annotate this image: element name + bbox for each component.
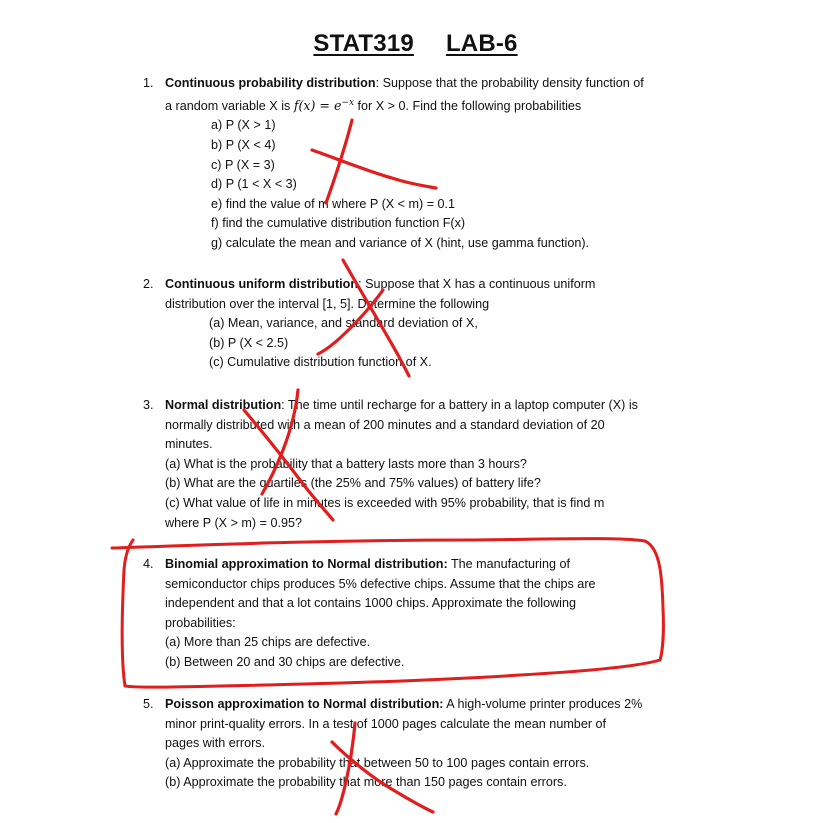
formula-base: f(x) = e (293, 97, 342, 113)
question-heading: Continuous probability distribution (165, 76, 376, 90)
sub-question: c) P (X = 3) (211, 157, 275, 172)
page-title (0, 30, 831, 58)
question-text: normally distributed with a mean of 200 minutes and a standard deviation of 20 (165, 417, 605, 432)
question-text: for X > 0. Find the following probabilities (354, 98, 582, 113)
lab-number: LAB-6 (445, 30, 518, 57)
sub-question: a) P (X > 1) (211, 118, 276, 133)
question-number: 3. (143, 398, 154, 412)
question-heading: Poisson approximation to Normal distribution: (165, 697, 444, 711)
sub-question: (b) What are the quartiles (the 25% and 75% values) of battery life? (165, 476, 541, 491)
sub-question: (b) Approximate the probability that more than 150 pages contain errors. (165, 775, 567, 790)
question-text: A high-volume printer produces 2% (443, 697, 643, 711)
question-heading: Normal distribution (165, 398, 282, 412)
course-code: STAT319 (313, 30, 414, 57)
sub-question: b) P (X < 4) (211, 137, 276, 152)
question-text: semiconductor chips produces 5% defective chips. Assume that the chips are (165, 576, 596, 591)
sub-question: (b) Between 20 and 30 chips are defective. (165, 654, 405, 669)
sub-question: (c) Cumulative distribution function of X. (209, 355, 432, 370)
question-1 (143, 74, 703, 254)
question-5 (143, 695, 703, 793)
sub-question: d) P (1 < X < 3) (211, 177, 297, 192)
sub-question: (a) More than 25 chips are defective. (165, 635, 371, 650)
question-number: 2. (143, 277, 154, 291)
question-text: : The time until recharge for a battery in a laptop computer (X) is (281, 398, 638, 412)
question-text: : Suppose that X has a continuous uniform (358, 277, 596, 291)
question-4 (143, 555, 703, 673)
question-text: minor print-quality errors. In a test of 1000 pages calculate the mean number of (165, 716, 607, 731)
sub-question: (a) Mean, variance, and standard deviation of X, (209, 316, 478, 331)
sub-question: e) find the value of m where P (X < m) = 0.1 (211, 196, 456, 211)
formula-exponent: −x (341, 97, 355, 108)
question-3 (143, 396, 703, 533)
sub-question: (c) What value of life in minutes is exceeded with 95% probability, that is find m (165, 495, 605, 510)
question-2 (143, 275, 703, 373)
question-text: where P (X > m) = 0.95? (165, 515, 302, 530)
question-text: : Suppose that the probability density function of (375, 76, 644, 90)
question-text: distribution over the interval [1, 5]. Determine the following (165, 296, 490, 311)
question-text: probabilities: (165, 615, 236, 630)
sub-question: (a) What is the probability that a battery lasts more than 3 hours? (165, 456, 527, 471)
sub-question: (b) P (X < 2.5) (209, 335, 289, 350)
question-heading: Continuous uniform distribution (165, 277, 359, 291)
question-text: independent and that a lot contains 1000 chips. Approximate the following (165, 596, 576, 611)
question-text: The manufacturing of (447, 557, 570, 571)
sub-question: f) find the cumulative distribution function F(x) (211, 216, 466, 231)
question-heading: Binomial approximation to Normal distribution: (165, 557, 448, 571)
question-number: 1. (143, 76, 154, 90)
sub-question: g) calculate the mean and variance of X (hint, use gamma function). (211, 235, 590, 250)
question-number: 5. (143, 697, 154, 711)
question-text: a random variable X is (165, 98, 291, 113)
sub-question: (a) Approximate the probability that between 50 to 100 pages contain errors. (165, 755, 590, 770)
question-text: pages with errors. (165, 736, 266, 751)
pdf-formula (294, 98, 354, 113)
question-text: minutes. (165, 437, 213, 452)
question-number: 4. (143, 557, 154, 571)
